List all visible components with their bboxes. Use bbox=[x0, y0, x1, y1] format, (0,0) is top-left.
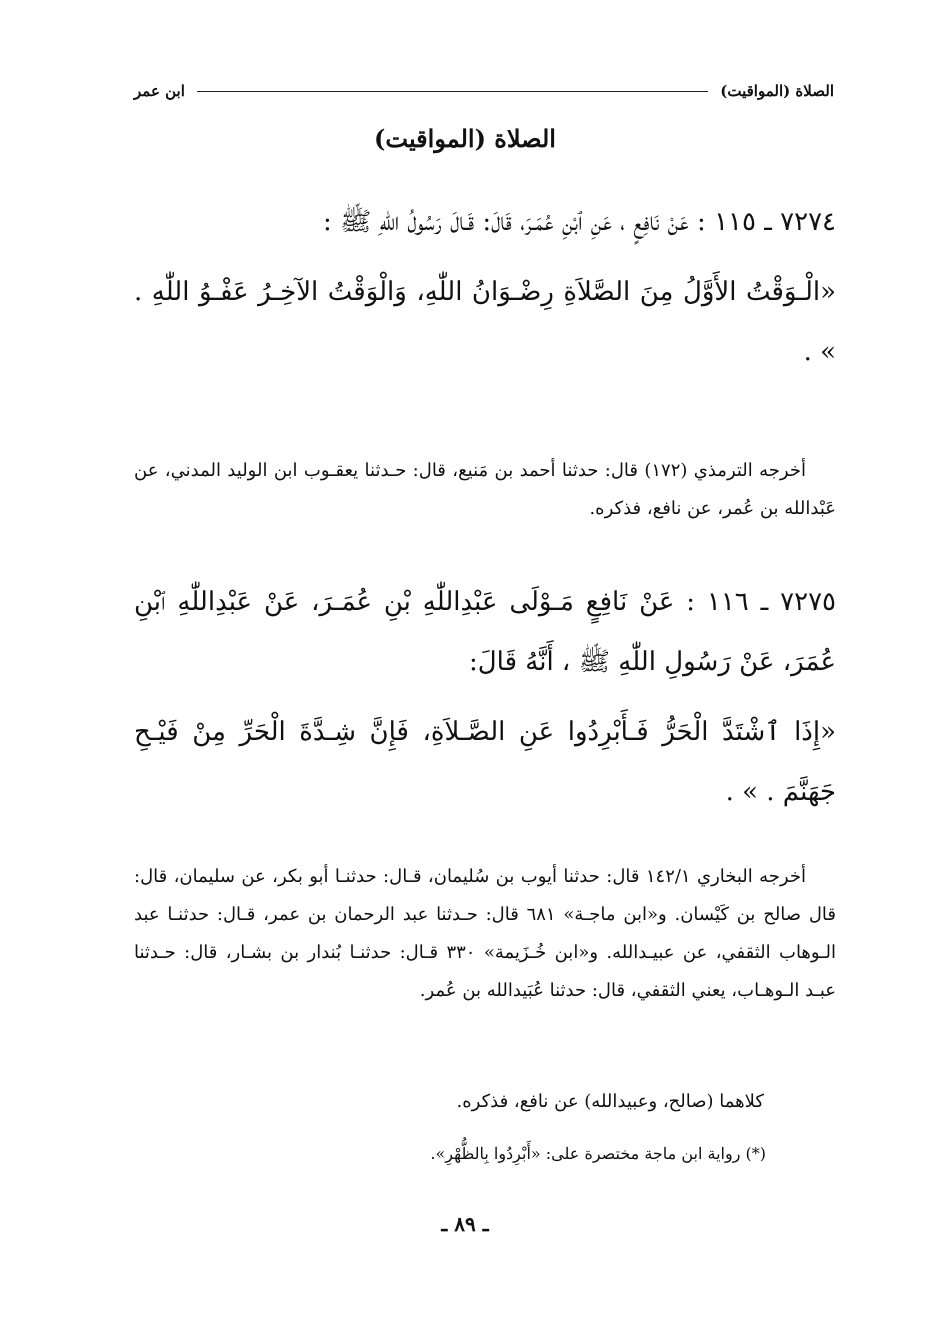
section-title: الصلاة (المواقيت) bbox=[374, 124, 556, 153]
hadith-matn: «إِذَا ٱشْتَدَّ الْحَرُّ فَـأَبْرِدُوا عَنِ الصَّـلاَةِ، فَإِنَّ شِـدَّةَ الْحَرِّ مِنْ فَيْـحِ جَهَنَّمَ . » . bbox=[134, 717, 836, 807]
footnote: (*) رواية ابن ماجة مختصرة على: «أَبْرِدُوا بِالظُّهْرِ». bbox=[430, 1144, 766, 1163]
hadith-7274 bbox=[134, 192, 836, 382]
page-number: ـ ٨٩ ـ bbox=[441, 1212, 489, 1236]
hadith-7275 bbox=[134, 572, 836, 822]
header-narrator: ابن عمر bbox=[134, 82, 185, 100]
hadith-isnad: ٧٢٧٥ ـ ١١٦ : عَنْ نَافِعٍ مَـوْلَى عَبْدِاللّٰهِ بْنِ عُمَـرَ، عَنْ عَبْدِاللّٰهِ ٱبْنِ عُمَرَ، عَنْ رَسُولِ اللّٰهِ ﷺ ، أَنَّهُ قَالَ: bbox=[134, 587, 836, 677]
takhrij-paragraph: أخرجه البخاري ١٤٢/١ قال: حدثنا أيوب بن سُليمان، قـال: حدثنـا أبو بكر، عن سليمان، قال: قال صالح بن كَيْسان. و«ابن ماجـة» ٦٨١ قال: حـدثنا عبد الرحمان بن عمر، قـال: حدثنـا عبد الـوهاب الثقفي، عن عبيـدالله. و«ابن خُـزَيمة» ٣٣٠ قـال: حدثنـا بُندار بن بشـار، قال: حـدثنا عبـد الـوهـاب، يعني الثقفي، قال: حدثنا عُبَيدالله بن عُمر. bbox=[134, 866, 836, 1001]
takhrij-paragraph: أخرجه الترمذي (١٧٢) قال: حدثنا أحمد بن مَنيع، قال: حـدثنا يعقـوب ابن الوليد المدني، عن عَبْدالله بن عُمر، عن نافع، فذكره. bbox=[134, 460, 836, 519]
hadith-isnad: ٧٢٧٤ ـ ١١٥ : عَنْ نَافِعٍ ، عَنِ ٱبْنِ عُمَـرَ، قَالَ: قَـالَ رَسُولُ اللّٰهِ ﷺ : bbox=[322, 207, 836, 237]
running-header bbox=[134, 76, 834, 106]
header-chapter: الصلاة (المواقيت) bbox=[720, 82, 834, 100]
hadith-matn: «الْـوَقْتُ الأَوَّلُ مِنَ الصَّلاَةِ رِضْـوَانُ اللّٰهِ، وَالْوَقْتُ الآخِـرُ عَفْـوُ اللّٰهِ . » . bbox=[134, 277, 836, 367]
summary-note: كلاهما (صالح، وعبيدالله) عن نافع، فذكره. bbox=[456, 1091, 764, 1112]
header-rule bbox=[197, 91, 708, 92]
